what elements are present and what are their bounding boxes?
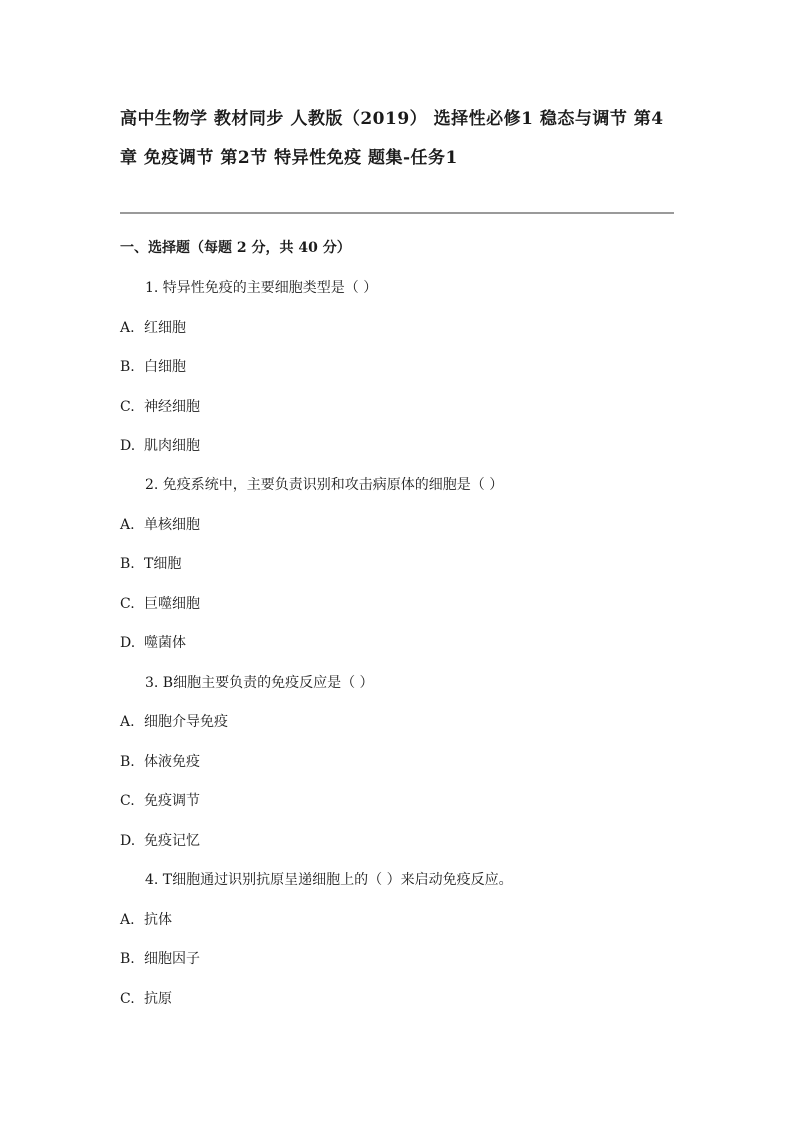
option-3b <box>120 752 200 772</box>
document-title: 高中生物学 教材同步 人教版（2019） 选择性必修1 稳态与调节 第4章 免疫调节 第2节 特异性免疫 题集-任务1 <box>120 109 664 168</box>
option-text: 单核细胞 <box>144 517 200 533</box>
option-text: 红细胞 <box>144 320 186 336</box>
option-text: 巨噬细胞 <box>144 596 200 612</box>
section-heading: 一、选择题（每题 2 分，共 40 分） <box>120 240 351 256</box>
option-letter: C. <box>120 793 135 809</box>
option-text: 细胞介导免疫 <box>144 714 228 730</box>
question-1: 1. 特异性免疫的主要细胞类型是（ ） <box>145 280 378 296</box>
question-4: 4. T细胞通过识别抗原呈递细胞上的（ ）来启动免疫反应。 <box>145 872 513 888</box>
option-text: 神经细胞 <box>144 399 200 415</box>
option-1a <box>120 318 186 338</box>
option-text: 肌肉细胞 <box>144 438 200 454</box>
question-3: 3. B细胞主要负责的免疫反应是（ ） <box>145 675 374 691</box>
option-text: 抗原 <box>144 991 172 1007</box>
option-4a <box>120 910 172 930</box>
option-text: 噬菌体 <box>144 635 186 651</box>
option-letter: A. <box>120 320 135 336</box>
question-2: 2. 免疫系统中，主要负责识别和攻击病原体的细胞是（ ） <box>145 477 504 493</box>
option-text: 抗体 <box>144 912 172 928</box>
option-3d <box>120 831 200 851</box>
option-2d <box>120 633 186 653</box>
option-letter: D. <box>120 833 136 849</box>
option-letter: B. <box>120 951 135 967</box>
option-2b <box>120 554 181 574</box>
option-text: 免疫调节 <box>144 793 200 809</box>
option-letter: B. <box>120 359 135 375</box>
option-letter: D. <box>120 438 136 454</box>
option-3c <box>120 791 200 811</box>
option-letter: C. <box>120 399 135 415</box>
option-1d <box>120 436 200 456</box>
option-letter: B. <box>120 754 135 770</box>
option-letter: A. <box>120 912 135 928</box>
option-letter: A. <box>120 517 135 533</box>
option-text: 体液免疫 <box>144 754 200 770</box>
option-text: T细胞 <box>144 556 182 572</box>
option-letter: A. <box>120 714 135 730</box>
option-text: 免疫记忆 <box>144 833 200 849</box>
option-3a <box>120 712 228 732</box>
option-4b <box>120 949 200 969</box>
option-4c <box>120 989 172 1009</box>
option-letter: D. <box>120 635 136 651</box>
option-text: 白细胞 <box>144 359 186 375</box>
option-letter: C. <box>120 596 135 612</box>
option-letter: B. <box>120 556 135 572</box>
option-2c <box>120 594 200 614</box>
option-letter: C. <box>120 991 135 1007</box>
option-1b <box>120 357 186 377</box>
option-2a <box>120 515 200 535</box>
title-divider <box>120 212 674 214</box>
option-text: 细胞因子 <box>144 951 200 967</box>
option-1c <box>120 397 200 417</box>
